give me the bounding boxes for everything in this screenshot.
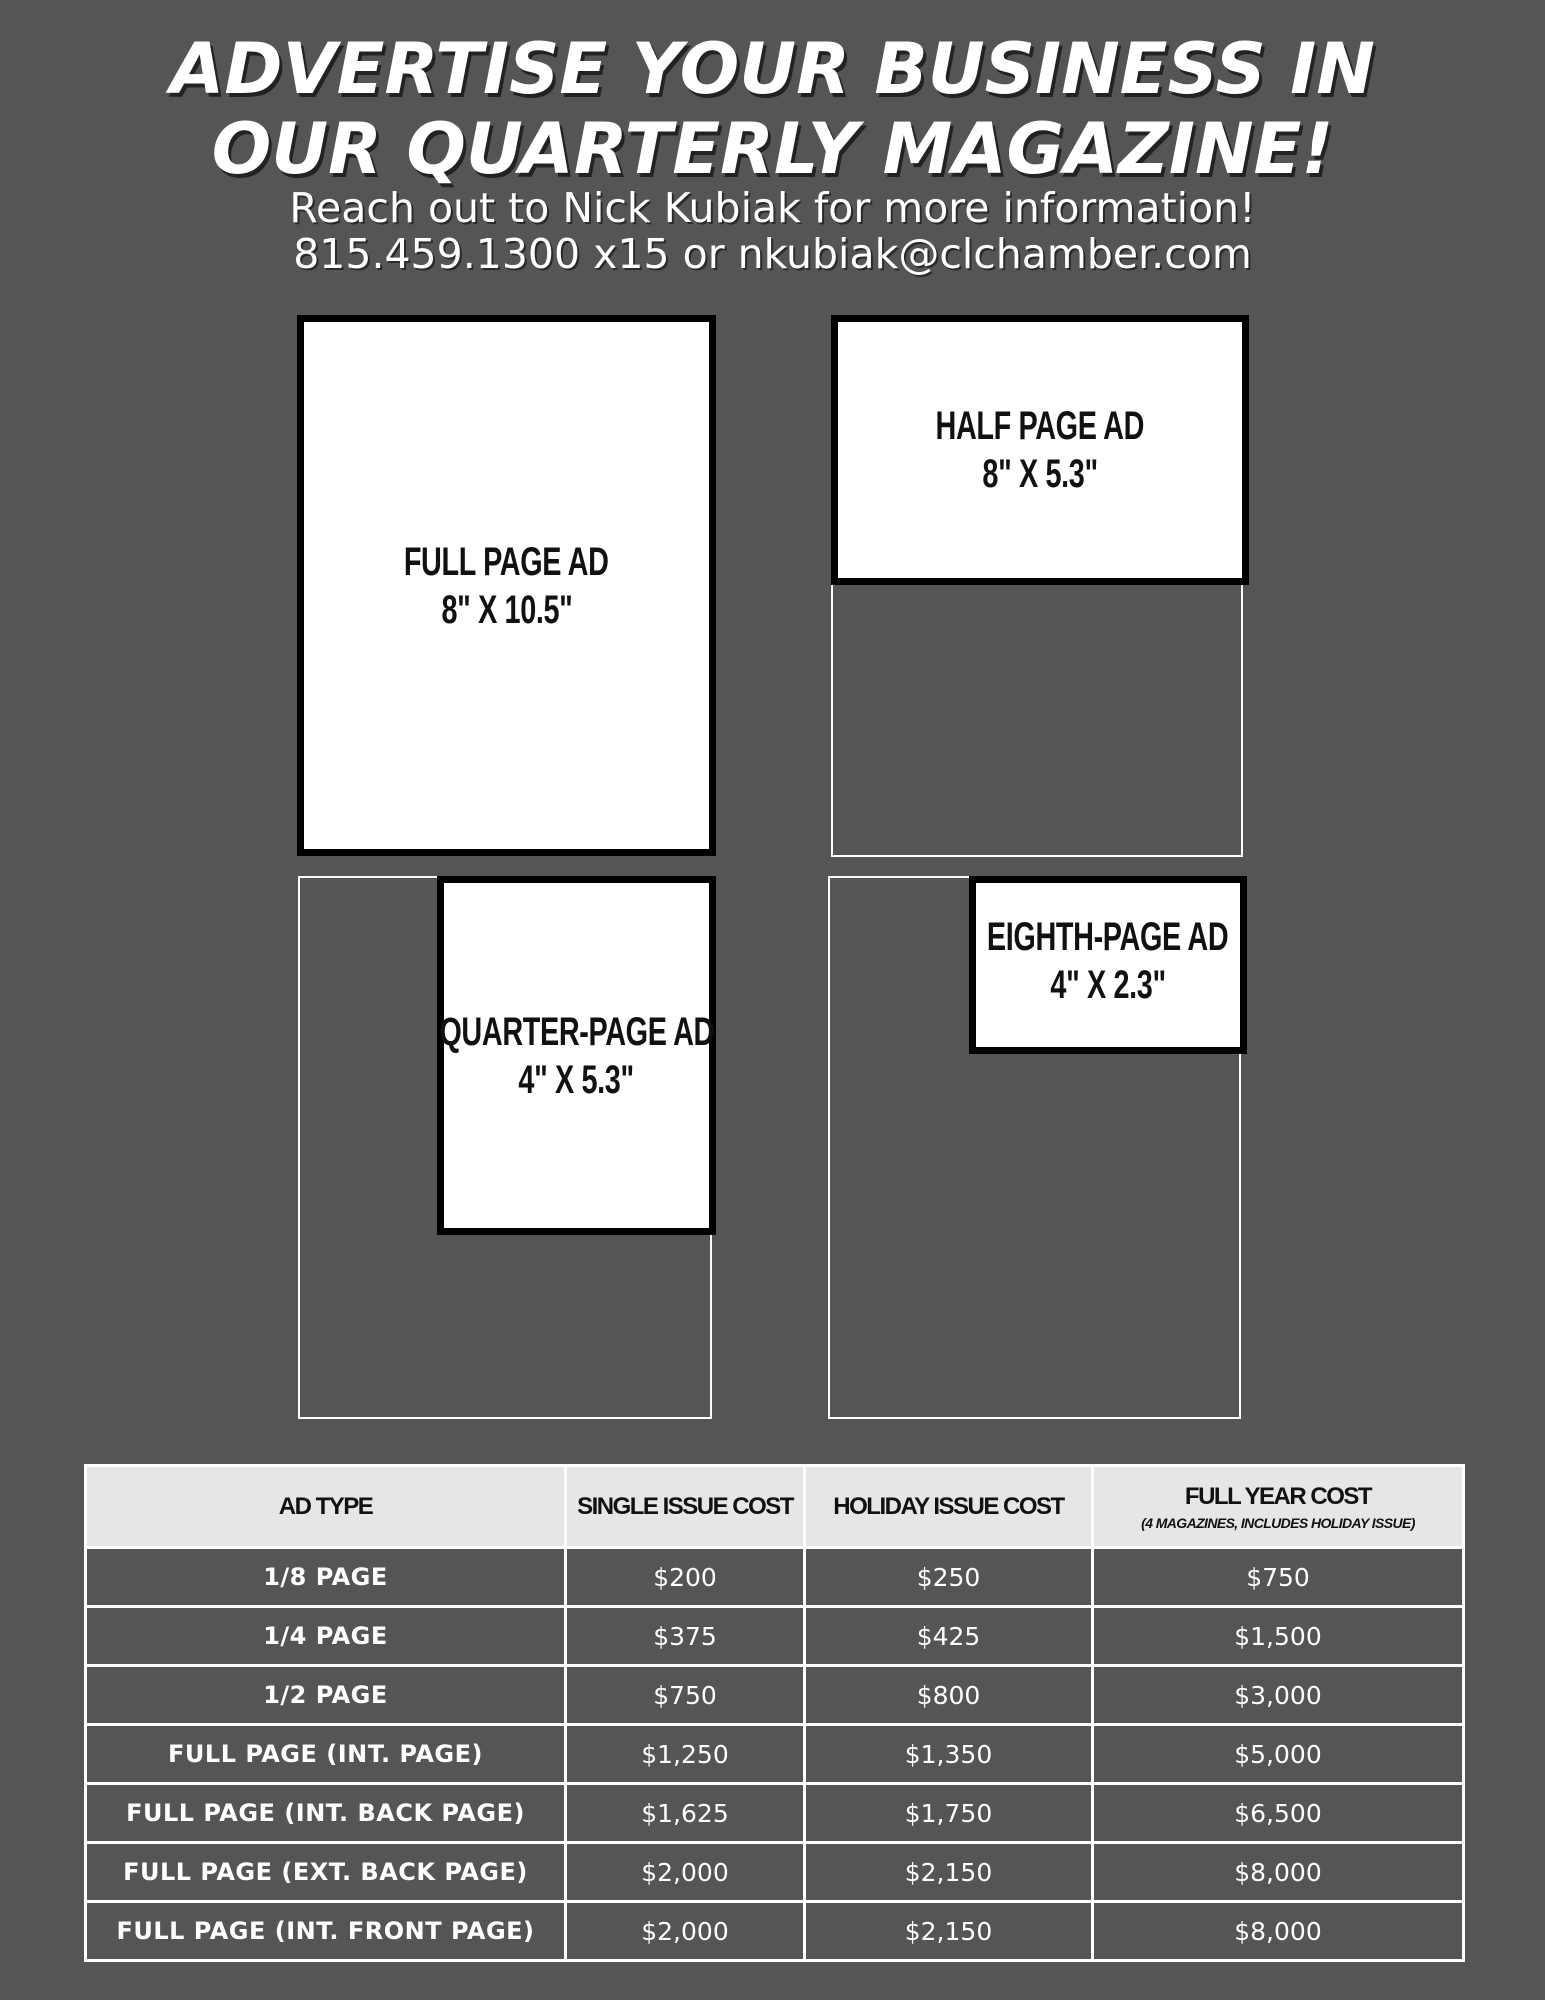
eighth-page-ad-size: 4" X 2.3" [1050,963,1166,1007]
header-single-issue-cost: SINGLE ISSUE COST [566,1466,805,1548]
holiday-issue-cost-cell: $425 [805,1607,1093,1666]
ad-type-cell: FULL PAGE (INT. PAGE) [86,1725,566,1784]
full-year-cost-cell: $8,000 [1093,1843,1464,1902]
ad-type-cell: 1/8 PAGE [86,1548,566,1607]
quarter-page-ad-box [437,876,716,1235]
full-year-cost-cell: $750 [1093,1548,1464,1607]
eighth-page-ad-label: EIGHTH-PAGE AD [987,915,1229,959]
full-year-cost-cell: $6,500 [1093,1784,1464,1843]
contact-line-2: 815.459.1300 x15 or nkubiak@clchamber.com [293,230,1252,278]
holiday-issue-cost-cell: $2,150 [805,1843,1093,1902]
contact-line-1: Reach out to Nick Kubiak for more information! [289,184,1256,232]
pricing-table [84,1464,1465,1962]
single-issue-cost-cell: $2,000 [566,1902,805,1961]
half-page-ad-size: 8" X 5.3" [982,452,1098,496]
holiday-issue-cost-cell: $800 [805,1666,1093,1725]
ad-type-cell: FULL PAGE (INT. BACK PAGE) [86,1784,566,1843]
header-full-year-note: (4 MAGAZINES, INCLUDES HOLIDAY ISSUE) [1141,1514,1415,1531]
half-page-ad-box [831,315,1249,585]
headline-line-1: ADVERTISE YOUR BUSINESS IN [170,28,1375,110]
full-page-ad-label: FULL PAGE AD [404,539,609,584]
full-year-cost-cell: $1,500 [1093,1607,1464,1666]
ad-type-cell: 1/4 PAGE [86,1607,566,1666]
table-row [86,1666,1464,1725]
full-page-ad-box [297,315,716,856]
holiday-issue-cost-cell: $1,350 [805,1725,1093,1784]
ad-type-cell: FULL PAGE (EXT. BACK PAGE) [86,1843,566,1902]
single-issue-cost-cell: $375 [566,1607,805,1666]
single-issue-cost-cell: $1,250 [566,1725,805,1784]
full-page-ad-size: 8" X 10.5" [441,587,572,632]
holiday-issue-cost-cell: $2,150 [805,1902,1093,1961]
header-holiday-issue-cost: HOLIDAY ISSUE COST [805,1466,1093,1548]
full-year-cost-cell: $8,000 [1093,1902,1464,1961]
headline-line-2: OUR QUARTERLY MAGAZINE! [211,108,1334,190]
table-row [86,1548,1464,1607]
full-year-cost-cell: $5,000 [1093,1725,1464,1784]
ad-type-cell: FULL PAGE (INT. FRONT PAGE) [86,1902,566,1961]
header-full-year-cost [1093,1466,1464,1548]
table-row [86,1784,1464,1843]
pricing-header-row [86,1466,1464,1548]
single-issue-cost-cell: $750 [566,1666,805,1725]
quarter-page-ad-label: QUARTER-PAGE AD [439,1009,714,1054]
single-issue-cost-cell: $1,625 [566,1784,805,1843]
table-row [86,1725,1464,1784]
holiday-issue-cost-cell: $1,750 [805,1784,1093,1843]
eighth-page-ad-box [969,876,1247,1054]
table-row [86,1843,1464,1902]
header-ad-type: AD TYPE [86,1466,566,1548]
table-row [86,1607,1464,1666]
single-issue-cost-cell: $200 [566,1548,805,1607]
header-full-year-label: FULL YEAR COST [1184,1482,1372,1510]
quarter-page-ad-size: 4" X 5.3" [518,1057,635,1102]
single-issue-cost-cell: $2,000 [566,1843,805,1902]
ad-type-cell: 1/2 PAGE [86,1666,566,1725]
full-year-cost-cell: $3,000 [1093,1666,1464,1725]
holiday-issue-cost-cell: $250 [805,1548,1093,1607]
half-page-ad-label: HALF PAGE AD [935,404,1145,448]
table-row [86,1902,1464,1961]
